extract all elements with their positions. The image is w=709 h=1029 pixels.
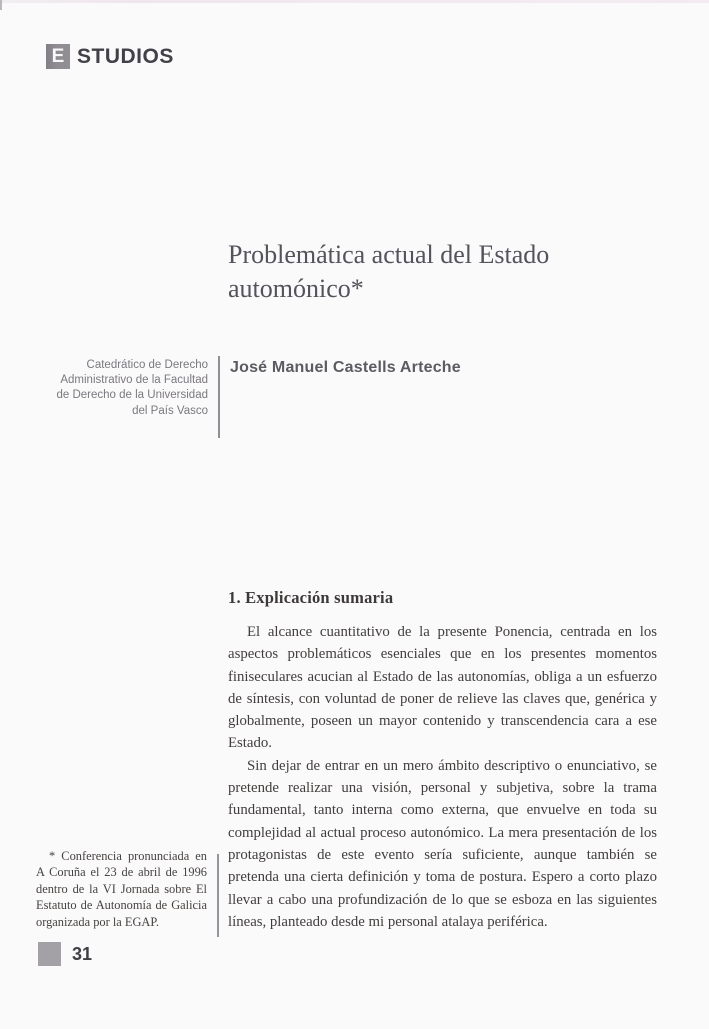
affiliation-line: de Derecho de la Universidad [56,389,208,402]
article-title [228,238,668,306]
page-number-box [38,942,61,966]
author-name: José Manuel Castells Arteche [230,359,461,376]
series-header [46,44,174,69]
affiliation-line: del País Vasco [132,404,208,417]
affiliation-line: Catedrático de Derecho [86,359,208,371]
body-paragraph: Sin dejar de entrar en un mero ámbito descriptivo o enunciativo, se pretende realizar una visión, personal y subjetiva, sobre la trama fundamental, tanto interna como externa, que envuelve en toda su complejidad al actual proceso autonómico. La mera presentación de los protagonistas de este evento sería suficiente, aunque también se pretenda una cierta definición y toma de postura. Espero a corto plazo llevar a cabo una profundización de lo que se esboza en las siguientes líneas, planteado desde mi personal atalaya periférica. [228,757,657,930]
scan-artifact-left-edge [0,0,2,10]
footnote: * Conferencia pronunciada en A Coruña el 23 de abril de 1996 dentro de la VI Jornada sobre El Estatuto de Autonomía de Galicia organizada por la EGAP. [36,849,207,929]
page-number: 31 [72,943,93,964]
affiliation-line: Administrativo de la Facultad [60,374,208,387]
body-paragraph: El alcance cuantitativo de la presente Ponencia, centrada en los aspectos problemáticos esenciales que en los presentes momentos finiseculares acucian al Estado de las autonomías, obliga a un esfuerzo de síntesis, con voluntad de poner de relieve las claves que, genérica y globalmente, poseen un mayor contenido y transcendencia cara a ese Estado. [228,624,657,752]
article-body [228,621,657,933]
author-affiliation [36,358,208,419]
page-footer [38,942,92,966]
article-title-line1: Problemática actual del Estado [228,240,550,269]
series-logo-letter: E [51,45,65,67]
scan-artifact-top-edge [0,0,709,3]
series-title: STUDIOS [77,44,174,68]
byline-divider-rule [218,356,220,438]
series-logo-letter-box [46,44,70,69]
article-title-line2: automónico* [228,274,364,303]
footnote-divider-rule [217,854,219,937]
section-heading: 1. Explicación sumaria [228,588,394,607]
